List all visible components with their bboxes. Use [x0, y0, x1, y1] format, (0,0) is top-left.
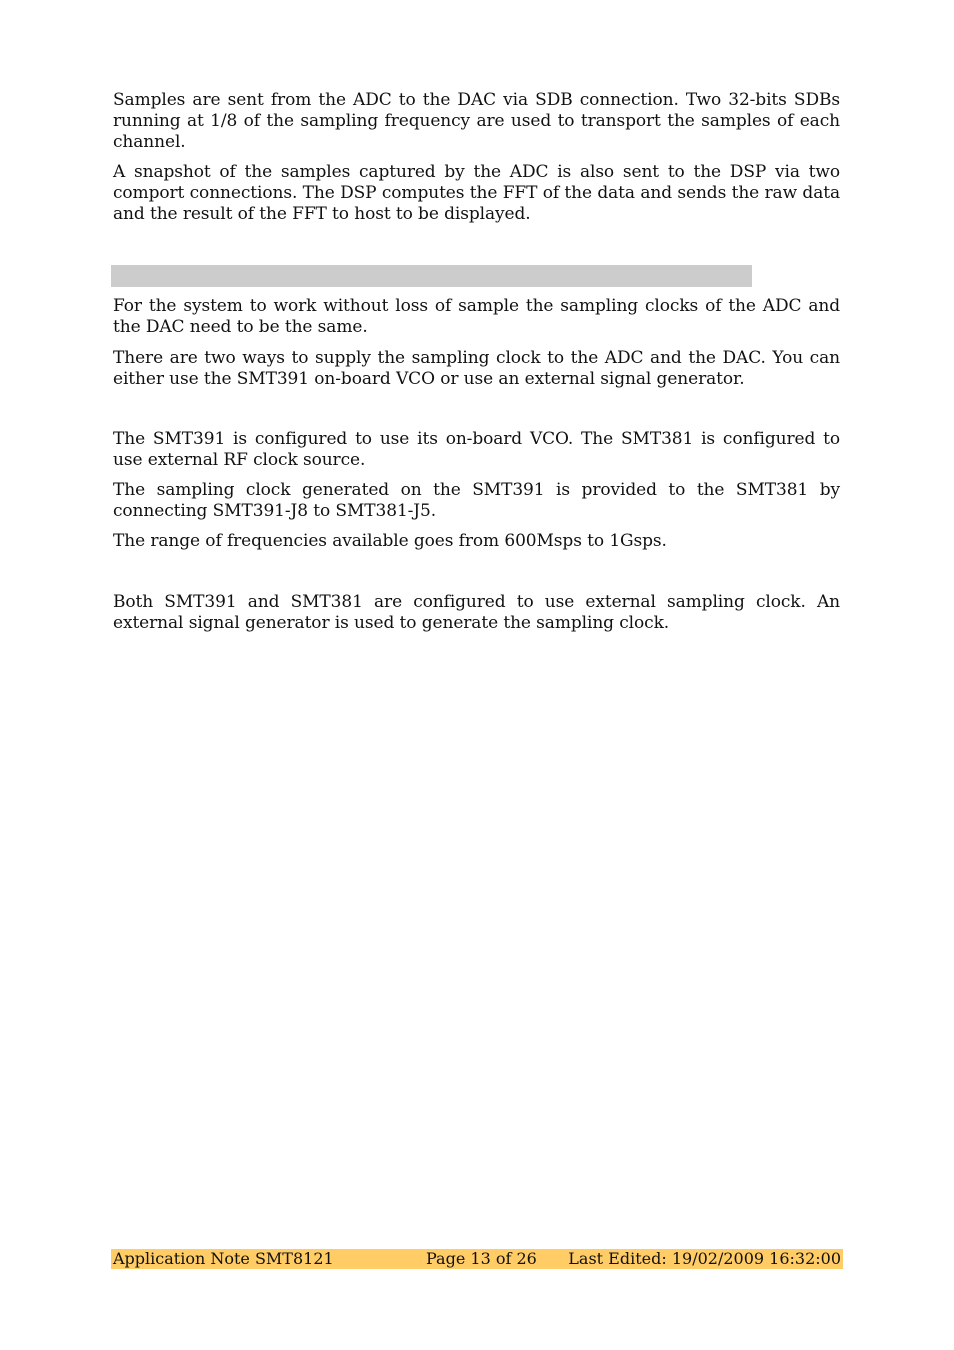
- paragraph-clock-options: There are two ways to supply the sampling clock to the ADC and the DAC. You can either use the SMT391 on-board VCO or use an external signal generator.: [113, 348, 840, 389]
- paragraph-dsp-snapshot: A snapshot of the samples captured by the ADC is also sent to the DSP via two comport connections. The DSP computes the FFT of the data and sends the raw data and the result of the FFT to host to be displayed.: [113, 162, 840, 224]
- paragraph-clock-requirement: For the system to work without loss of sample the sampling clocks of the ADC and the DAC need to be the same.: [113, 296, 840, 337]
- paragraph-sdb-transport: Samples are sent from the ADC to the DAC via SDB connection. Two 32-bits SDBs running at 1/8 of the sampling frequency are used to transport the samples of each channel.: [113, 90, 840, 152]
- section-heading-bar: [111, 265, 752, 287]
- paragraph-external-generator: Both SMT391 and SMT381 are configured to use external sampling clock. An external signal generator is used to generate the sampling clock.: [113, 592, 840, 633]
- paragraph-frequency-range: The range of frequencies available goes from 600Msps to 1Gsps.: [113, 531, 667, 551]
- page-footer: [111, 1249, 843, 1269]
- footer-document-title: Application Note SMT8121: [113, 1249, 334, 1268]
- footer-page-number: Page 13 of 26: [426, 1249, 537, 1268]
- paragraph-clock-connection: The sampling clock generated on the SMT391 is provided to the SMT381 by connecting SMT391-J8 to SMT381-J5.: [113, 480, 840, 521]
- paragraph-onboard-vco: The SMT391 is configured to use its on-board VCO. The SMT381 is configured to use external RF clock source.: [113, 429, 840, 470]
- footer-last-edited: Last Edited: 19/02/2009 16:32:00: [568, 1249, 841, 1268]
